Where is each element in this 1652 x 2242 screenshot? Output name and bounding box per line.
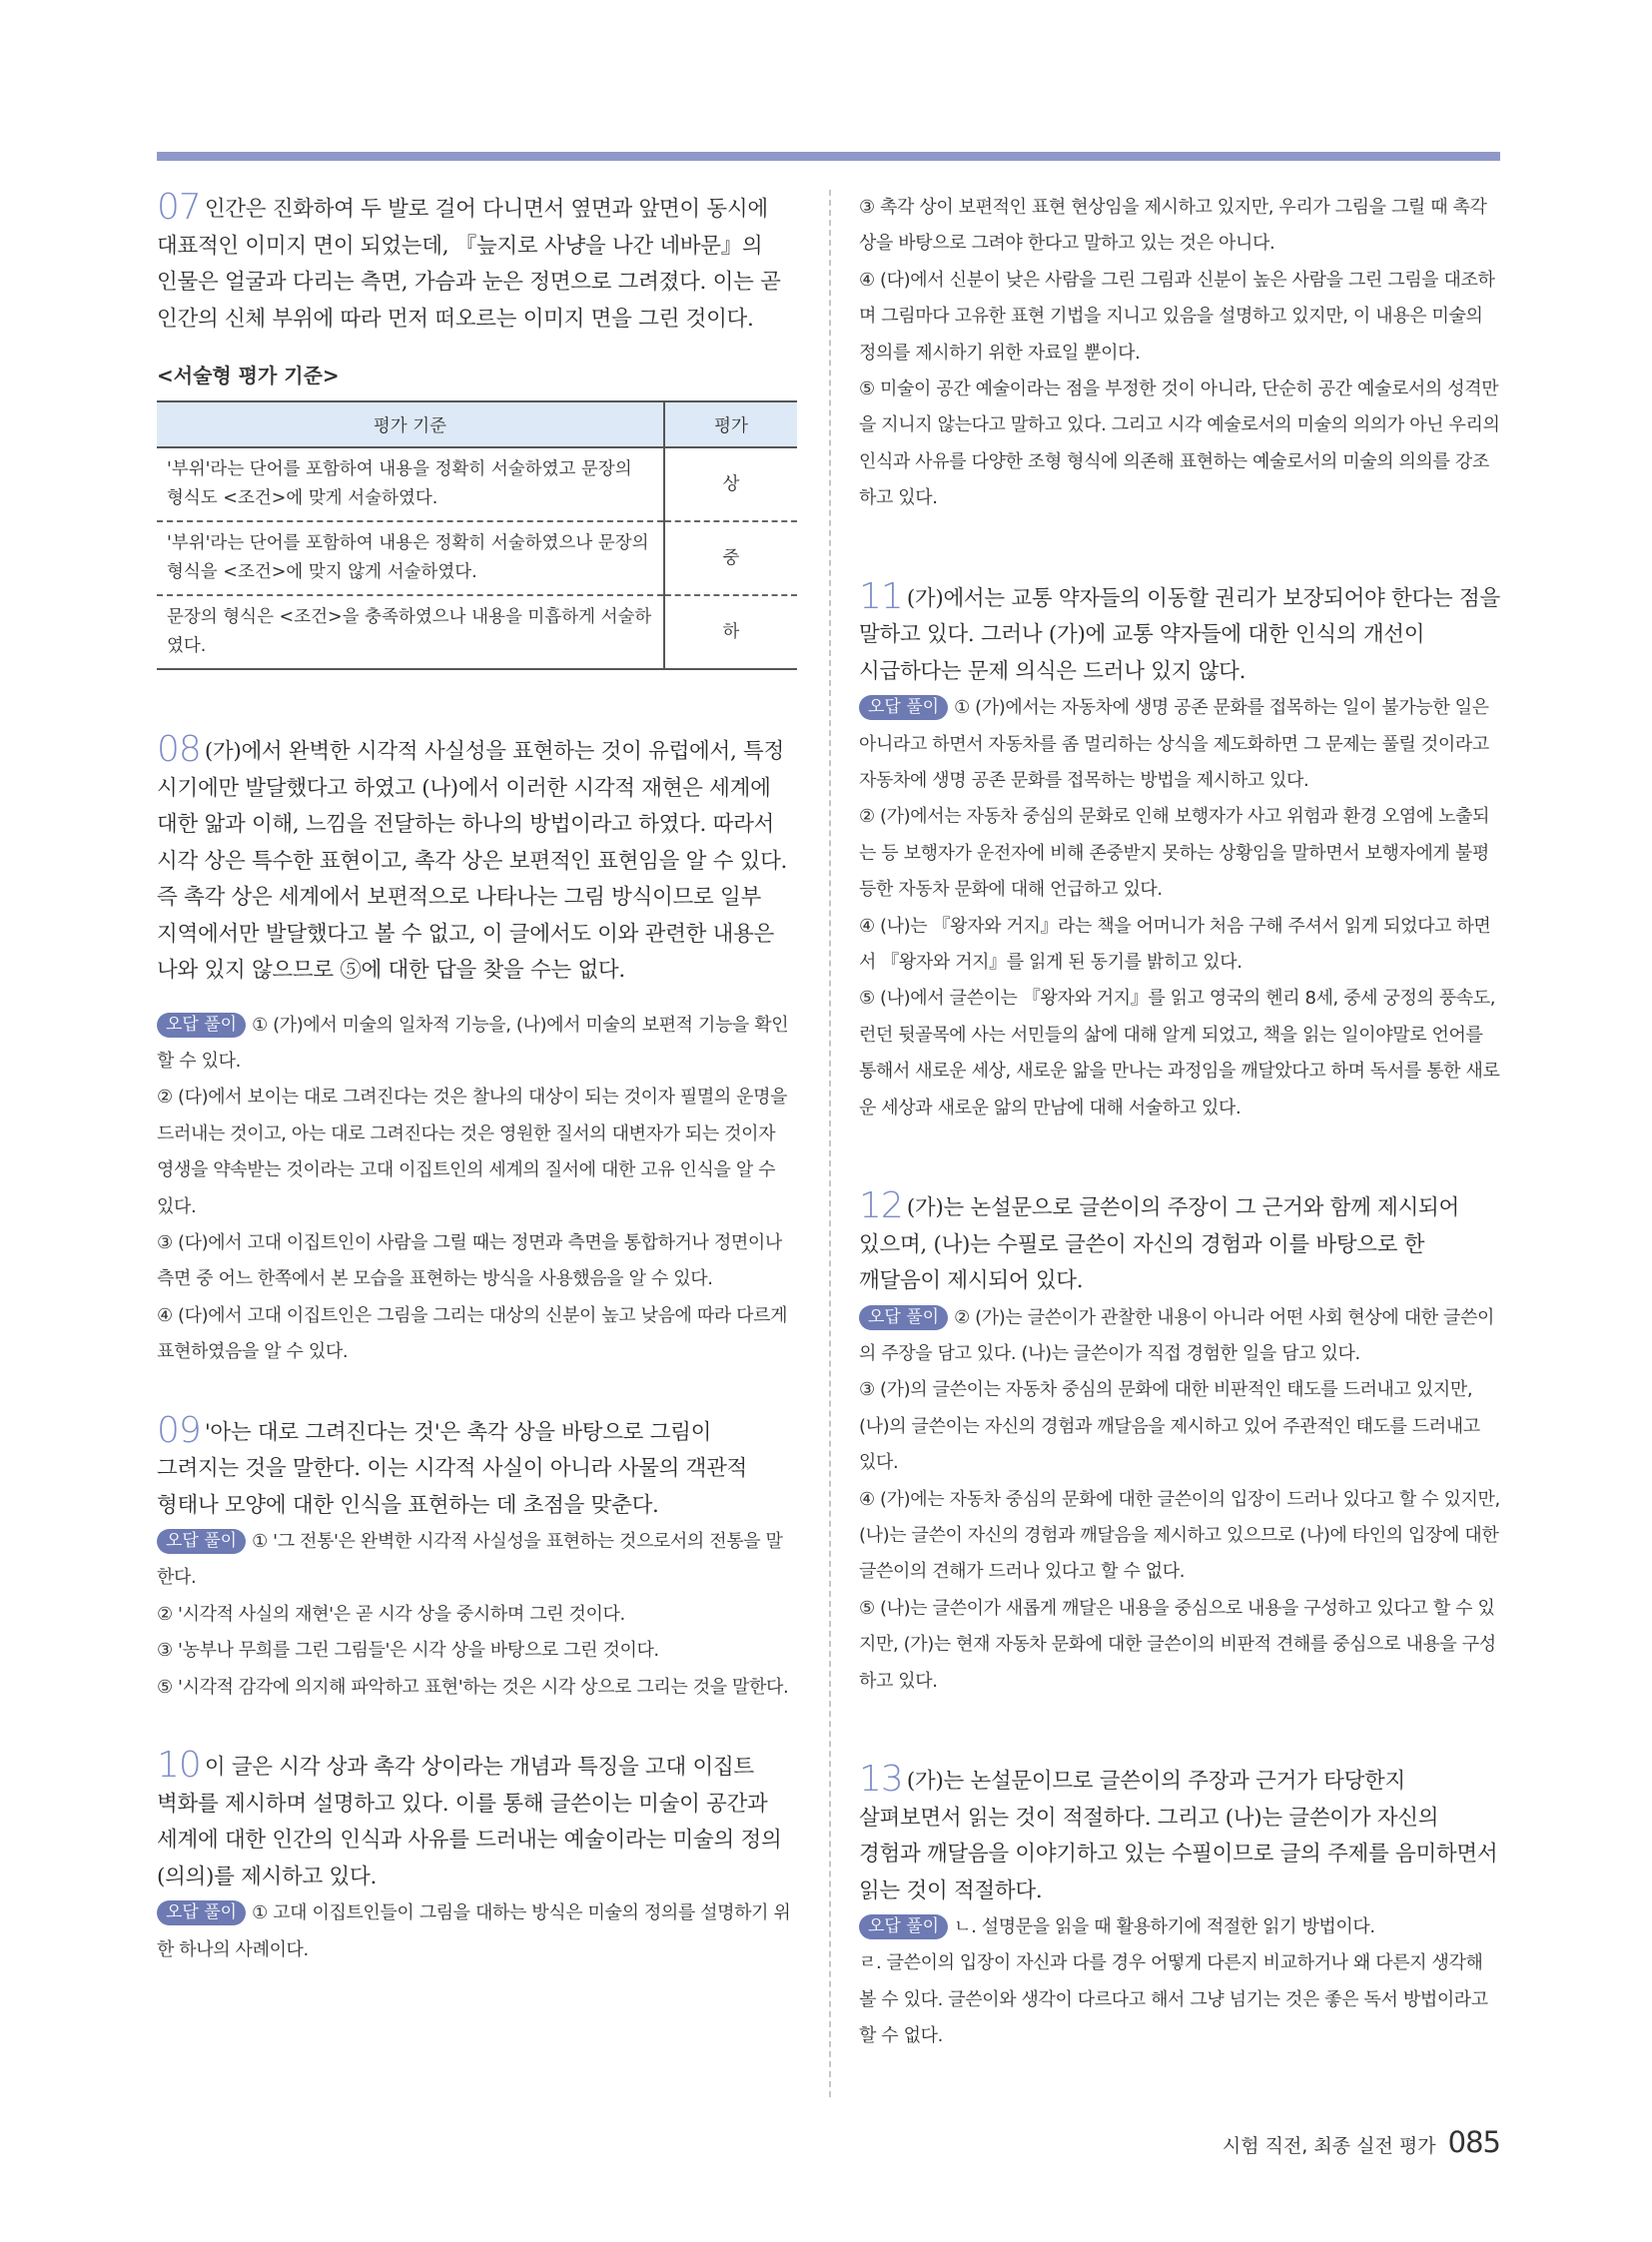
q10-wrong-5: ⑤ 미술이 공간 예술이라는 점을 부정한 것이 아니라, 단순히 공간 예술로서의 성격만을 지니지 않는다고 말하고 있다. 그리고 시각 예술로서의 미술의 의의가 아닌 우리의 인식과 사유를 다양한 조형 형식에 의존해 표현하는 예술로서의 미술의 의의를 강조하고 있다. (859, 378, 1500, 509)
q13-text: (가)는 논설문이므로 글쓴이의 주장과 근거가 타당한지 살펴보면서 읽는 것이 적절하다. 그리고 (나)는 글쓴이가 자신의 경험과 깨달음을 이야기하고 있는 수필이므로 글의 주제를 음미하면서 읽는 것이 적절하다. (859, 1769, 1498, 1903)
q10-number: 10 (157, 1745, 201, 1787)
wrong-answer-badge: 오답 풀이 (859, 1305, 948, 1330)
criteria-title: <서술형 평가 기준> (157, 364, 340, 387)
question-10 (157, 1745, 797, 1968)
question-07 (157, 187, 797, 670)
q12-wrong-2-text: ② (가)는 글쓴이가 관찰한 내용이 아니라 어떤 사회 현상에 대한 글쓴이의 주장을 담고 있다. (나)는 글쓴이가 직접 경험한 일을 담고 있다. (859, 1306, 1494, 1364)
q07-text: 인간은 진화하여 두 발로 걸어 다니면서 옆면과 앞면이 동시에 대표적인 이미지 면이 되었는데, 『늪지로 사냥을 나간 네바문』의 인물은 얼굴과 다리는 측면, 가슴과 눈은 정면으로 그려졌다. 이는 곧 인간의 신체 부위에 따라 먼저 떠오르는 이미지 면을 그린 것이다. (157, 197, 781, 332)
q11-wrong-5: ⑤ (나)에서 글쓴이는 『왕자와 거지』를 읽고 영국의 헨리 8세, 중세 궁정의 풍속도, 런던 뒷골목에 사는 서민들의 삶에 대해 알게 되었고, 책을 읽는 일이야말로 언어를 통해서 새로운 세상, 새로운 앎을 만나는 과정임을 깨달았다고 하며 독서를 통한 새로운 세상과 새로운 앎의 만남에 대해 서술하고 있다. (859, 988, 1500, 1119)
q12-text: (가)는 논설문으로 글쓴이의 주장이 그 근거와 함께 제시되어 있으며, (나)는 수필로 글쓴이 자신의 경험과 이를 바탕으로 한 깨달음이 제시되어 있다. (859, 1195, 1459, 1294)
criteria-row (157, 521, 797, 595)
q09-explanation (157, 1409, 797, 1525)
wrong-answer-badge: 오답 풀이 (157, 1900, 246, 1925)
q08-wrong-2: ② (다)에서 보이는 대로 그려진다는 것은 찰나의 대상이 되는 것이자 필멸의 운명을 드러내는 것이고, 아는 대로 그려진다는 것은 영원한 질서의 대변자가 되는 것이자 영생을 약속받는 것이라는 고대 이집트인의 세계의 질서에 대한 고유 인식을 알 수 있다. (157, 1087, 788, 1217)
wrong-answer-badge: 오답 풀이 (157, 1013, 246, 1038)
footer-section-title: 시험 직전, 최종 실전 평가 (1222, 2135, 1436, 2157)
question-08 (157, 729, 797, 1371)
q10-wrong-1-text: ① 고대 이집트인들이 그림을 대하는 방식은 미술의 정의를 설명하기 위한 하나의 사례이다. (157, 1902, 791, 1960)
q09-wrong-1-text: ① '그 전통'은 완벽한 시각적 사실성을 표현하는 것으로서의 전통을 말한다. (157, 1531, 783, 1589)
q11-explanation (859, 575, 1500, 691)
q09-number: 09 (157, 1409, 201, 1451)
criteria-header-criterion: 평가 기준 (157, 401, 664, 447)
column-divider (829, 190, 831, 2097)
q10-wrong-1 (157, 1895, 797, 1968)
q07-number: 07 (157, 187, 201, 228)
q10-wrong-4: ④ (다)에서 신분이 낮은 사람을 그린 그림과 신분이 높은 사람을 그린 그림을 대조하며 그림마다 고유한 표현 기법을 지니고 있음을 설명하고 있지만, 이 내용은 미술의 정의를 제시하기 위한 자료일 뿐이다. (859, 269, 1495, 364)
q08-wrong-4: ④ (다)에서 고대 이집트인은 그림을 그리는 대상의 신분이 높고 낮음에 따라 다르게 표현하였음을 알 수 있다. (157, 1304, 788, 1363)
q12-wrong-2 (859, 1300, 1500, 1373)
q08-text: (가)에서 완벽한 시각적 사실성을 표현하는 것이 유럽에서, 특정 시기에만 발달했다고 하였고 (나)에서 이러한 시각적 재현은 세계에 대한 앎과 이해, 느낌을 전달하는 하나의 방법이라고 하였다. 따라서 시각 상은 특수한 표현이고, 촉각 상은 보편적인 표현임을 알 수 있다. 즉 촉각 상은 세계에서 보편적으로 나타나는 그림 방식이므로 일부 지역에서만 발달했다고 볼 수 없고, 이 글에서도 이와 관련한 내용은 나와 있지 않으므로 ⑤에 대한 답을 찾을 수는 없다. (157, 739, 788, 983)
q11-wrong-1-text: ① (가)에서는 자동차에 생명 공존 문화를 접목하는 일이 불가능한 일은 아니라고 하면서 자동차를 좀 멀리하는 상식을 제도화하면 그 문제는 풀릴 것이라고 자동차에 생명 공존 문화를 접목하는 방법을 제시하고 있다. (859, 697, 1489, 791)
wrong-answer-badge: 오답 풀이 (157, 1529, 246, 1554)
q08-number: 08 (157, 729, 201, 770)
q11-wrong-1 (859, 690, 1500, 799)
q08-wrong-1 (157, 1008, 797, 1081)
criteria-table (157, 400, 797, 670)
q12-number: 12 (859, 1185, 903, 1227)
page-number: 085 (1447, 2125, 1500, 2159)
wrong-answer-badge: 오답 풀이 (859, 695, 948, 720)
q13-wrong-r: ㄹ. 글쓴이의 입장이 자신과 다를 경우 어떻게 다른지 비교하거나 왜 다른지 생각해 볼 수 있다. 글쓴이와 생각이 다르다고 해서 그냥 넘기는 것은 좋은 독서 방법이라고 할 수 없다. (859, 1952, 1488, 2047)
q11-number: 11 (859, 575, 903, 617)
wrong-answer-badge: 오답 풀이 (859, 1914, 948, 1939)
q07-explanation (157, 187, 797, 338)
q10-text: 이 글은 시각 상과 촉각 상이라는 개념과 특징을 고대 이집트 벽화를 제시하며 설명하고 있다. 이를 통해 글쓴이는 미술이 공간과 세계에 대한 인간의 인식과 사유를 드러내는 예술이라는 미술의 정의(의의)를 제시하고 있다. (157, 1755, 782, 1889)
q09-wrong-4: ⑤ '시각적 감각에 의지해 파악하고 표현'하는 것은 시각 상으로 그리는 것을 말한다. (157, 1676, 789, 1698)
criteria-grade: 하 (664, 595, 797, 669)
criteria-text: '부위'라는 단어를 포함하여 내용을 정확히 서술하였고 문장의 형식도 <조건>에 맞게 서술하였다. (157, 447, 664, 521)
q12-explanation (859, 1185, 1500, 1300)
criteria-text: '부위'라는 단어를 포함하여 내용은 정확히 서술하였으나 문장의 형식을 <조건>에 맞지 않게 서술하였다. (157, 521, 664, 595)
q09-wrong-3: ③ '농부나 무희를 그린 그림들'은 시각 상을 바탕으로 그린 것이다. (157, 1640, 659, 1662)
q10-wrong-3: ③ 촉각 상이 보편적인 표현 현상임을 제시하고 있지만, 우리가 그림을 그릴 때 촉각 상을 바탕으로 그려야 한다고 말하고 있는 것은 아니다. (859, 197, 1487, 255)
q13-wrong-n-text: ㄴ. 설명문을 읽을 때 활용하기에 적절한 읽기 방법이다. (954, 1916, 1375, 1937)
q13-explanation (859, 1759, 1500, 1909)
question-09 (157, 1409, 797, 1707)
criteria-text: 문장의 형식은 <조건>을 충족하였으나 내용을 미흡하게 서술하였다. (157, 595, 664, 669)
criteria-header-row (157, 401, 797, 447)
q10-explanation (157, 1745, 797, 1895)
q08-wrong-3: ③ (다)에서 고대 이집트인이 사람을 그릴 때는 정면과 측면을 통합하거나 정면이나 측면 중 어느 한쪽에서 본 모습을 표현하는 방식을 사용했음을 알 수 있다. (157, 1231, 782, 1290)
criteria-row (157, 595, 797, 669)
q12-wrong-3: ③ (가)의 글쓴이는 자동차 중심의 문화에 대한 비판적인 태도를 드러내고 있지만, (나)의 글쓴이는 자신의 경험과 깨달음을 제시하고 있어 주관적인 태도를 드러내고 있다. (859, 1379, 1480, 1474)
left-column (157, 187, 797, 1968)
q09-text: '아는 대로 그려진다는 것'은 촉각 상을 바탕으로 그림이 그려지는 것을 말한다. 이는 시각적 사실이 아니라 사물의 객관적 형태나 모양에 대한 인식을 표현하는 데 초점을 맞춘다. (157, 1419, 748, 1518)
q13-wrong-n (859, 1909, 1500, 1945)
q08-explanation (157, 729, 797, 990)
criteria-row (157, 447, 797, 521)
page-footer (1223, 2125, 1500, 2159)
q12-wrong-4: ④ (가)에는 자동차 중심의 문화에 대한 글쓴이의 입장이 드러나 있다고 할 수 있지만, (나)는 글쓴이 자신의 경험과 깨달음을 제시하고 있으므로 (나)에 타인의 입장에 대한 글쓴이의 견해가 드러나 있다고 할 수 없다. (859, 1488, 1500, 1583)
q13-number: 13 (859, 1759, 903, 1800)
q08-wrong-1-text: ① (가)에서 미술의 일차적 기능을, (나)에서 미술의 보편적 기능을 확인할 수 있다. (157, 1014, 789, 1072)
right-column (859, 190, 1500, 2055)
question-13 (859, 1759, 1500, 2055)
q11-text: (가)에서는 교통 약자들의 이동할 권리가 보장되어야 한다는 점을 말하고 있다. 그러나 (가)에 교통 약자들에 대한 인식의 개선이 시급하다는 문제 의식은 드러나 있지 않다. (859, 585, 1500, 684)
q09-wrong-1 (157, 1524, 797, 1597)
criteria-grade: 상 (664, 447, 797, 521)
criteria-header-grade: 평가 (664, 401, 797, 447)
q11-wrong-4: ④ (나)는 『왕자와 거지』라는 책을 어머니가 처음 구해 주셔서 읽게 되었다고 하면서 『왕자와 거지』를 읽게 된 동기를 밝히고 있다. (859, 915, 1491, 973)
question-11 (859, 575, 1500, 1126)
criteria-grade: 중 (664, 521, 797, 595)
q11-wrong-2: ② (가)에서는 자동차 중심의 문화로 인해 보행자가 사고 위험과 환경 오염에 노출되는 등 보행자가 운전자에 비해 존중받지 못하는 상황임을 말하면서 보행자에게 불평등한 자동차 문화에 대해 언급하고 있다. (859, 806, 1490, 901)
q09-wrong-2: ② '시각적 사실의 재현'은 곧 시각 상을 중시하며 그린 것이다. (157, 1603, 625, 1625)
top-rule (157, 152, 1500, 161)
question-10-continued (859, 190, 1500, 517)
q12-wrong-5: ⑤ (나)는 글쓴이가 새롭게 깨달은 내용을 중심으로 내용을 구성하고 있다고 할 수 있지만, (가)는 현재 자동차 문화에 대한 글쓴이의 비판적 견해를 중심으로 내용을 구성하고 있다. (859, 1597, 1496, 1692)
question-12 (859, 1185, 1500, 1700)
